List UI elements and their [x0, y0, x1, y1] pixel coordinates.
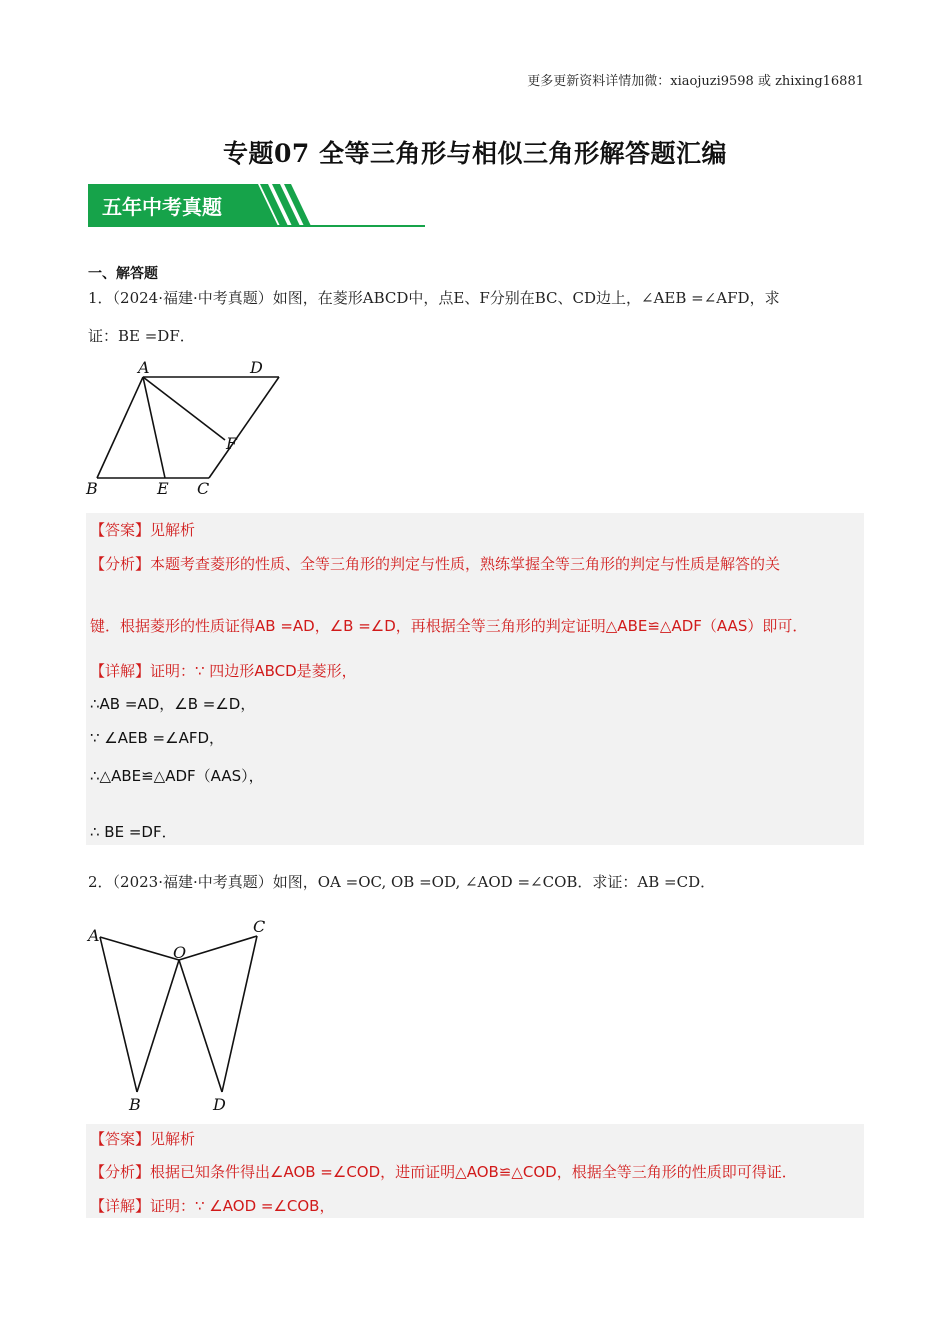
q1-label-d: D: [250, 358, 263, 377]
q1-detail-line1: 【详解】证明：∵ 四边形ABCD是菱形，: [90, 662, 357, 680]
header-note: 更多更新资料详情加微：xiaojuzi9598 或 zhixing16881: [527, 74, 864, 89]
q2-label-d: D: [213, 1095, 226, 1114]
q1-answer: 【答案】见解析: [90, 521, 196, 539]
section-heading: 一、解答题: [88, 266, 158, 282]
q2-analysis: 【分析】根据已知条件得出∠AOB =∠COD，进而证明△AOB≌△COD，根据全等三角形的性质即可得证．: [90, 1163, 797, 1181]
q1-label-b: B: [86, 479, 98, 498]
q2-label-c: C: [253, 917, 266, 936]
q1-analysis-line1: 【分析】本题考查菱形的性质、全等三角形的判定与性质，熟练掌握全等三角形的判定与性质是解答的关: [90, 555, 781, 573]
banner-label: 五年中考真题: [102, 195, 222, 219]
q2-label-o: O: [173, 943, 187, 962]
q2-stem: 2．（2023·福建·中考真题）如图，OA =OC, OB =OD, ∠AOD =∠COB．求证：AB =CD．: [88, 873, 716, 891]
q1-label-e: E: [157, 479, 169, 498]
q1-answer-box: [86, 513, 864, 845]
q1-label-a: A: [138, 358, 150, 377]
q2-detail-line1: 【详解】证明：∵ ∠AOD =∠COB，: [90, 1197, 335, 1215]
q1-label-c: C: [197, 479, 210, 498]
q2-label-b: B: [129, 1095, 141, 1114]
q1-detail-line5: ∴ BE =DF．: [90, 823, 177, 841]
section-banner: [88, 184, 425, 228]
q1-stem-line2: 证：BE =DF．: [88, 327, 195, 345]
q2-figure: [82, 912, 282, 1117]
q1-detail-line3: ∵ ∠AEB =∠AFD，: [90, 729, 225, 747]
page-title: 专题07 全等三角形与相似三角形解答题汇编: [223, 139, 727, 168]
q1-stem-line1: 1．（2024·福建·中考真题）如图，在菱形ABCD中，点E、F分别在BC、CD边上，∠AEB =∠AFD，求: [88, 289, 780, 307]
q1-detail-line4: ∴△ABE≌△ADF（AAS），: [90, 767, 264, 785]
q1-detail-line2: ∴AB =AD，∠B =∠D，: [90, 695, 256, 713]
q1-rhombus-figure: [82, 356, 282, 502]
q1-label-f: F: [226, 434, 238, 453]
q2-label-a: A: [88, 926, 100, 945]
q1-analysis-line2: 键．根据菱形的性质证得AB =AD，∠B =∠D，再根据全等三角形的判定证明△ABE≌△ADF（AAS）即可．: [90, 617, 808, 635]
banner-underline: [88, 225, 425, 227]
q2-answer: 【答案】见解析: [90, 1130, 196, 1148]
q2-answer-box: [86, 1124, 864, 1218]
